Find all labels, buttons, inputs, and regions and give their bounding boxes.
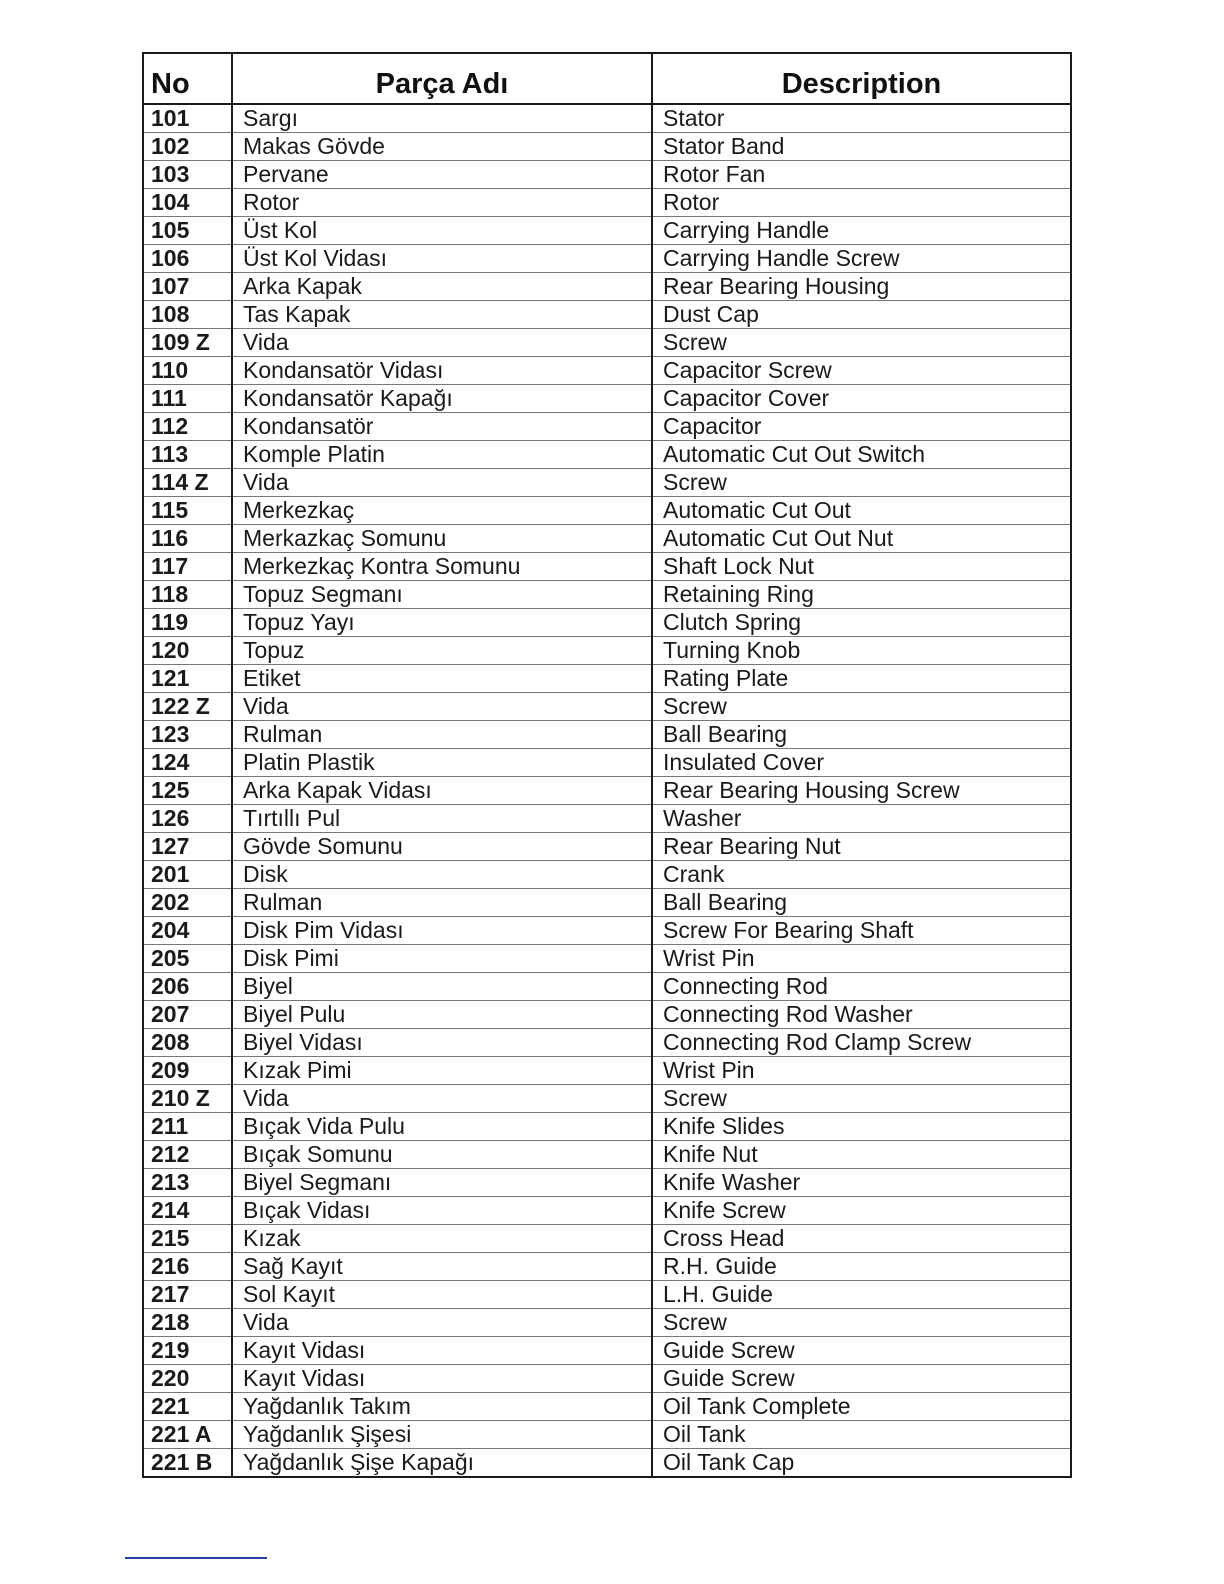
part-name-cell: Tırtıllı Pul	[232, 805, 652, 833]
part-number-cell: 220	[143, 1365, 232, 1393]
part-name-cell: Kayıt Vidası	[232, 1365, 652, 1393]
part-description-cell: Knife Slides	[652, 1113, 1071, 1141]
part-name-cell: Rulman	[232, 889, 652, 917]
part-name-cell: Gövde Somunu	[232, 833, 652, 861]
part-description-cell: Washer	[652, 805, 1071, 833]
part-name-cell: Üst Kol	[232, 217, 652, 245]
table-row	[143, 833, 1071, 861]
part-name-cell: Sargı	[232, 104, 652, 133]
part-name-cell: Rulman	[232, 721, 652, 749]
part-description-cell: Wrist Pin	[652, 1057, 1071, 1085]
table-row	[143, 973, 1071, 1001]
part-description-cell: Connecting Rod	[652, 973, 1071, 1001]
part-number-cell: 107	[143, 273, 232, 301]
table-row	[143, 1113, 1071, 1141]
part-name-cell: Topuz Segmanı	[232, 581, 652, 609]
table-row	[143, 133, 1071, 161]
part-description-cell: Knife Screw	[652, 1197, 1071, 1225]
table-row	[143, 441, 1071, 469]
part-name-cell: Bıçak Vidası	[232, 1197, 652, 1225]
part-description-cell: L.H. Guide	[652, 1281, 1071, 1309]
part-number-cell: 113	[143, 441, 232, 469]
table-row	[143, 1365, 1071, 1393]
table-row	[143, 749, 1071, 777]
part-description-cell: Wrist Pin	[652, 945, 1071, 973]
part-name-cell: Komple Platin	[232, 441, 652, 469]
part-description-cell: Rear Bearing Housing	[652, 273, 1071, 301]
part-number-cell: 208	[143, 1029, 232, 1057]
part-number-cell: 120	[143, 637, 232, 665]
part-number-cell: 221 A	[143, 1421, 232, 1449]
part-description-cell: Dust Cap	[652, 301, 1071, 329]
part-number-cell: 215	[143, 1225, 232, 1253]
part-name-cell: Kayıt Vidası	[232, 1337, 652, 1365]
part-description-cell: Rating Plate	[652, 665, 1071, 693]
part-description-cell: Rear Bearing Housing Screw	[652, 777, 1071, 805]
part-name-cell: Kızak Pimi	[232, 1057, 652, 1085]
table-row	[143, 161, 1071, 189]
table-row	[143, 1085, 1071, 1113]
part-description-cell: R.H. Guide	[652, 1253, 1071, 1281]
table-row	[143, 245, 1071, 273]
part-description-cell: Oil Tank Complete	[652, 1393, 1071, 1421]
part-number-cell: 201	[143, 861, 232, 889]
part-name-cell: Vida	[232, 1309, 652, 1337]
part-name-cell: Merkezkaç Kontra Somunu	[232, 553, 652, 581]
part-description-cell: Screw For Bearing Shaft	[652, 917, 1071, 945]
part-name-cell: Bıçak Somunu	[232, 1141, 652, 1169]
table-row	[143, 469, 1071, 497]
part-number-cell: 207	[143, 1001, 232, 1029]
table-row	[143, 945, 1071, 973]
part-number-cell: 124	[143, 749, 232, 777]
part-number-cell: 122 Z	[143, 693, 232, 721]
part-name-cell: Biyel Vidası	[232, 1029, 652, 1057]
column-header-no: No	[143, 53, 232, 104]
table-row	[143, 721, 1071, 749]
table-row	[143, 1141, 1071, 1169]
table-row	[143, 1253, 1071, 1281]
part-description-cell: Guide Screw	[652, 1365, 1071, 1393]
part-number-cell: 205	[143, 945, 232, 973]
part-name-cell: Etiket	[232, 665, 652, 693]
part-number-cell: 202	[143, 889, 232, 917]
part-number-cell: 216	[143, 1253, 232, 1281]
part-description-cell: Capacitor	[652, 413, 1071, 441]
part-description-cell: Knife Washer	[652, 1169, 1071, 1197]
part-description-cell: Carrying Handle	[652, 217, 1071, 245]
part-name-cell: Tas Kapak	[232, 301, 652, 329]
part-name-cell: Vida	[232, 469, 652, 497]
table-row	[143, 1337, 1071, 1365]
part-number-cell: 112	[143, 413, 232, 441]
table-row	[143, 1001, 1071, 1029]
part-number-cell: 127	[143, 833, 232, 861]
part-description-cell: Rotor	[652, 189, 1071, 217]
table-row	[143, 1225, 1071, 1253]
part-number-cell: 109 Z	[143, 329, 232, 357]
part-name-cell: Merkazkaç Somunu	[232, 525, 652, 553]
table-row	[143, 497, 1071, 525]
part-name-cell: Bıçak Vida Pulu	[232, 1113, 652, 1141]
table-row	[143, 553, 1071, 581]
parts-table-body	[143, 104, 1071, 1477]
part-description-cell: Knife Nut	[652, 1141, 1071, 1169]
part-number-cell: 219	[143, 1337, 232, 1365]
part-name-cell: Platin Plastik	[232, 749, 652, 777]
table-row	[143, 1281, 1071, 1309]
part-name-cell: Disk Pim Vidası	[232, 917, 652, 945]
part-number-cell: 126	[143, 805, 232, 833]
table-row	[143, 301, 1071, 329]
part-number-cell: 119	[143, 609, 232, 637]
part-number-cell: 209	[143, 1057, 232, 1085]
part-number-cell: 123	[143, 721, 232, 749]
part-number-cell: 105	[143, 217, 232, 245]
part-description-cell: Carrying Handle Screw	[652, 245, 1071, 273]
table-row	[143, 357, 1071, 385]
part-number-cell: 213	[143, 1169, 232, 1197]
table-row	[143, 805, 1071, 833]
part-description-cell: Ball Bearing	[652, 721, 1071, 749]
part-description-cell: Capacitor Screw	[652, 357, 1071, 385]
part-name-cell: Sağ Kayıt	[232, 1253, 652, 1281]
part-description-cell: Oil Tank	[652, 1421, 1071, 1449]
part-description-cell: Turning Knob	[652, 637, 1071, 665]
part-description-cell: Screw	[652, 693, 1071, 721]
part-description-cell: Capacitor Cover	[652, 385, 1071, 413]
part-description-cell: Screw	[652, 1085, 1071, 1113]
table-row	[143, 1449, 1071, 1478]
table-row	[143, 777, 1071, 805]
table-header-row	[143, 53, 1071, 104]
part-name-cell: Disk Pimi	[232, 945, 652, 973]
part-number-cell: 218	[143, 1309, 232, 1337]
part-number-cell: 101	[143, 104, 232, 133]
part-number-cell: 118	[143, 581, 232, 609]
table-row	[143, 665, 1071, 693]
part-name-cell: Kondansatör Vidası	[232, 357, 652, 385]
table-row	[143, 413, 1071, 441]
part-name-cell: Yağdanlık Şişe Kapağı	[232, 1449, 652, 1478]
part-description-cell: Screw	[652, 1309, 1071, 1337]
table-row	[143, 1057, 1071, 1085]
part-number-cell: 110	[143, 357, 232, 385]
table-row	[143, 917, 1071, 945]
part-number-cell: 104	[143, 189, 232, 217]
table-row	[143, 1309, 1071, 1337]
part-number-cell: 214	[143, 1197, 232, 1225]
part-name-cell: Yağdanlık Takım	[232, 1393, 652, 1421]
part-description-cell: Connecting Rod Clamp Screw	[652, 1029, 1071, 1057]
table-row	[143, 889, 1071, 917]
table-row	[143, 1393, 1071, 1421]
table-row	[143, 1029, 1071, 1057]
part-number-cell: 221 B	[143, 1449, 232, 1478]
table-row	[143, 217, 1071, 245]
table-row	[143, 693, 1071, 721]
table-row	[143, 609, 1071, 637]
part-number-cell: 217	[143, 1281, 232, 1309]
part-description-cell: Automatic Cut Out	[652, 497, 1071, 525]
part-description-cell: Screw	[652, 329, 1071, 357]
column-header-part-name: Parça Adı	[232, 53, 652, 104]
part-name-cell: Merkezkaç	[232, 497, 652, 525]
table-row	[143, 1169, 1071, 1197]
table-row	[143, 1197, 1071, 1225]
part-name-cell: Üst Kol Vidası	[232, 245, 652, 273]
part-description-cell: Ball Bearing	[652, 889, 1071, 917]
table-row	[143, 581, 1071, 609]
table-row	[143, 637, 1071, 665]
table-row	[143, 1421, 1071, 1449]
part-number-cell: 115	[143, 497, 232, 525]
part-number-cell: 206	[143, 973, 232, 1001]
part-name-cell: Kızak	[232, 1225, 652, 1253]
part-name-cell: Rotor	[232, 189, 652, 217]
part-name-cell: Vida	[232, 693, 652, 721]
part-description-cell: Insulated Cover	[652, 749, 1071, 777]
part-description-cell: Rotor Fan	[652, 161, 1071, 189]
table-row	[143, 273, 1071, 301]
part-description-cell: Rear Bearing Nut	[652, 833, 1071, 861]
part-name-cell: Yağdanlık Şişesi	[232, 1421, 652, 1449]
part-name-cell: Disk	[232, 861, 652, 889]
part-number-cell: 125	[143, 777, 232, 805]
table-row	[143, 525, 1071, 553]
table-row	[143, 104, 1071, 133]
part-name-cell: Topuz	[232, 637, 652, 665]
part-description-cell: Stator	[652, 104, 1071, 133]
part-number-cell: 102	[143, 133, 232, 161]
part-name-cell: Makas Gövde	[232, 133, 652, 161]
table-row	[143, 385, 1071, 413]
part-name-cell: Kondansatör	[232, 413, 652, 441]
part-number-cell: 210 Z	[143, 1085, 232, 1113]
part-number-cell: 211	[143, 1113, 232, 1141]
part-number-cell: 116	[143, 525, 232, 553]
part-name-cell: Vida	[232, 1085, 652, 1113]
part-description-cell: Crank	[652, 861, 1071, 889]
part-name-cell: Sol Kayıt	[232, 1281, 652, 1309]
part-name-cell: Topuz Yayı	[232, 609, 652, 637]
part-description-cell: Clutch Spring	[652, 609, 1071, 637]
footer-rule	[125, 1557, 267, 1559]
part-description-cell: Automatic Cut Out Nut	[652, 525, 1071, 553]
part-number-cell: 108	[143, 301, 232, 329]
table-row	[143, 189, 1071, 217]
part-number-cell: 106	[143, 245, 232, 273]
part-description-cell: Retaining Ring	[652, 581, 1071, 609]
part-description-cell: Connecting Rod Washer	[652, 1001, 1071, 1029]
part-number-cell: 204	[143, 917, 232, 945]
part-name-cell: Arka Kapak Vidası	[232, 777, 652, 805]
part-description-cell: Shaft Lock Nut	[652, 553, 1071, 581]
part-name-cell: Biyel Segmanı	[232, 1169, 652, 1197]
part-name-cell: Kondansatör Kapağı	[232, 385, 652, 413]
part-number-cell: 114 Z	[143, 469, 232, 497]
part-description-cell: Automatic Cut Out Switch	[652, 441, 1071, 469]
table-row	[143, 329, 1071, 357]
part-number-cell: 111	[143, 385, 232, 413]
part-name-cell: Biyel Pulu	[232, 1001, 652, 1029]
part-number-cell: 221	[143, 1393, 232, 1421]
part-name-cell: Arka Kapak	[232, 273, 652, 301]
table-row	[143, 861, 1071, 889]
column-header-description: Description	[652, 53, 1071, 104]
part-description-cell: Cross Head	[652, 1225, 1071, 1253]
part-number-cell: 117	[143, 553, 232, 581]
part-description-cell: Guide Screw	[652, 1337, 1071, 1365]
part-name-cell: Pervane	[232, 161, 652, 189]
part-description-cell: Screw	[652, 469, 1071, 497]
part-description-cell: Oil Tank Cap	[663, 1449, 795, 1475]
part-number-cell: 103	[143, 161, 232, 189]
part-name-cell: Biyel	[232, 973, 652, 1001]
part-description-cell: Stator Band	[652, 133, 1071, 161]
parts-table	[142, 52, 1072, 1478]
part-number-cell: 212	[143, 1141, 232, 1169]
part-number-cell: 121	[143, 665, 232, 693]
part-name-cell: Vida	[232, 329, 652, 357]
